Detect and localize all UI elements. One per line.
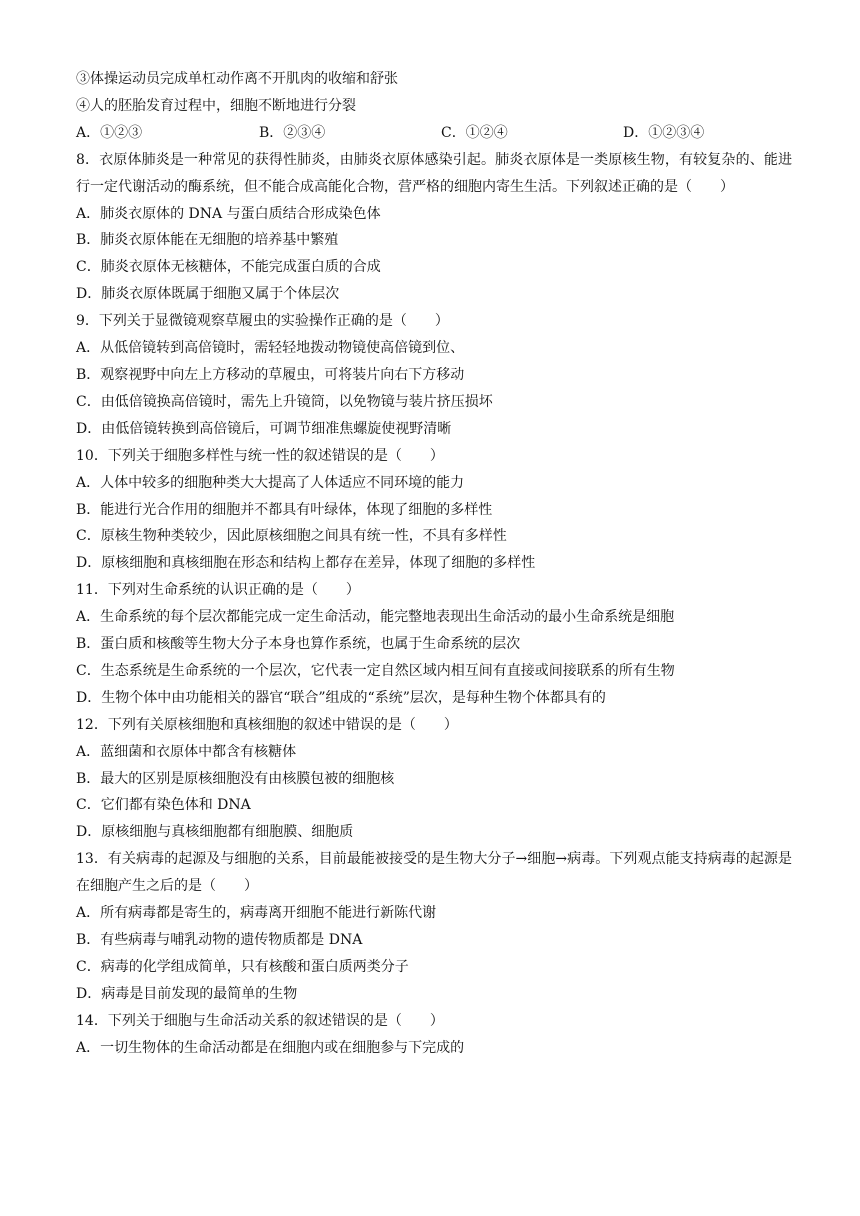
q11-stem: 11．下列对生命系统的认识正确的是（ ） [76,582,360,599]
q14-stem: 14．下列关于细胞与生命活动关系的叙述错误的是（ ） [76,1012,444,1029]
statement-3: ③体操运动员完成单杠动作离不开肌肉的收缩和舒张 [76,71,398,87]
q7-options [76,120,792,147]
q13-option-d: D．病毒是目前发现的最简单的生物 [76,985,298,1002]
q7-option-c: C．①②④ [441,124,508,141]
q13-option-c: C．病毒的化学组成简单，只有核酸和蛋白质两类分子 [76,958,409,975]
q8-option-d: D．肺炎衣原体既属于细胞又属于个体层次 [76,286,340,303]
q13-option-a: A．所有病毒都是寄生的，病毒离开细胞不能进行新陈代谢 [76,905,437,922]
q12-option-c: C．它们都有染色体和 DNA [76,797,251,814]
q14-option-a: A．一切生物体的生命活动都是在细胞内或在细胞参与下完成的 [76,1039,465,1056]
q13-stem: 13．有关病毒的起源及与细胞的关系，目前最能被接受的是生物大分子→细胞→病毒。下列观点能支持病毒的起源是在细胞产生之后的是（ ） [76,851,792,895]
q8-option-b: B．肺炎衣原体能在无细胞的培养基中繁殖 [76,232,339,249]
q10-option-c: C．原核生物种类较少，因此原核细胞之间具有统一性，不具有多样性 [76,528,507,545]
q12-option-a: A．蓝细菌和衣原体中都含有核糖体 [76,743,297,760]
q7-option-a: A．①②③ [76,124,143,141]
q9-option-b: B．观察视野中向左上方移动的草履虫，可将装片向右下方移动 [76,366,465,383]
q10-stem: 10．下列关于细胞多样性与统一性的叙述错误的是（ ） [76,447,444,464]
statement-4: ④人的胚胎发育过程中，细胞不断地进行分裂 [76,97,356,114]
exam-content [76,66,792,1062]
q12-stem: 12．下列有关原核细胞和真核细胞的叙述中错误的是（ ） [76,716,458,733]
q7-option-b: B．②③④ [259,124,326,141]
q11-option-b: B．蛋白质和核酸等生物大分子本身也算作系统，也属于生命系统的层次 [76,636,521,653]
q10-option-d: D．原核细胞和真核细胞在形态和结构上都存在差异，体现了细胞的多样性 [76,555,536,572]
q11-option-d: D．生物个体中由功能相关的器官“联合”组成的“系统”层次，是每种生物个体都具有的 [76,689,606,706]
q9-option-c: C．由低倍镜换高倍镜时，需先上升镜筒，以免物镜与装片挤压损坏 [76,393,493,410]
q12-option-d: D．原核细胞与真核细胞都有细胞膜、细胞质 [76,824,354,841]
q8-option-c: C．肺炎衣原体无核糖体，不能完成蛋白质的合成 [76,259,381,276]
q10-option-b: B．能进行光合作用的细胞并不都具有叶绿体，体现了细胞的多样性 [76,501,493,518]
q11-option-a: A．生命系统的每个层次都能完成一定生命活动，能完整地表现出生命活动的最小生命系统是细胞 [76,609,675,626]
q8-option-a: A．肺炎衣原体的 DNA 与蛋白质结合形成染色体 [76,205,381,222]
q7-option-d: D．①②③④ [623,124,705,141]
q8-stem: 8．衣原体肺炎是一种常见的获得性肺炎，由肺炎衣原体感染引起。肺炎衣原体是一类原核生物，有较复杂的、能进行一定代谢活动的酶系统，但不能合成高能化合物，营严格的细胞内寄生生活。下列叙述正确的是（ ） [76,151,792,195]
q9-option-d: D．由低倍镜转换到高倍镜后，可调节细准焦螺旋使视野清晰 [76,420,452,437]
q11-option-c: C．生态系统是生命系统的一个层次，它代表一定自然区域内相互间有直接或间接联系的所有生物 [76,662,675,679]
q12-option-b: B．最大的区别是原核细胞没有由核膜包被的细胞核 [76,770,395,787]
q9-stem: 9．下列关于显微镜观察草履虫的实验操作正确的是（ ） [76,313,449,330]
q10-option-a: A．人体中较多的细胞种类大大提高了人体适应不同环境的能力 [76,474,465,491]
q9-option-a: A．从低倍镜转到高倍镜时，需轻轻地拨动物镜使高倍镜到位、 [76,340,465,357]
q13-option-b: B．有些病毒与哺乳动物的遗传物质都是 DNA [76,932,363,948]
